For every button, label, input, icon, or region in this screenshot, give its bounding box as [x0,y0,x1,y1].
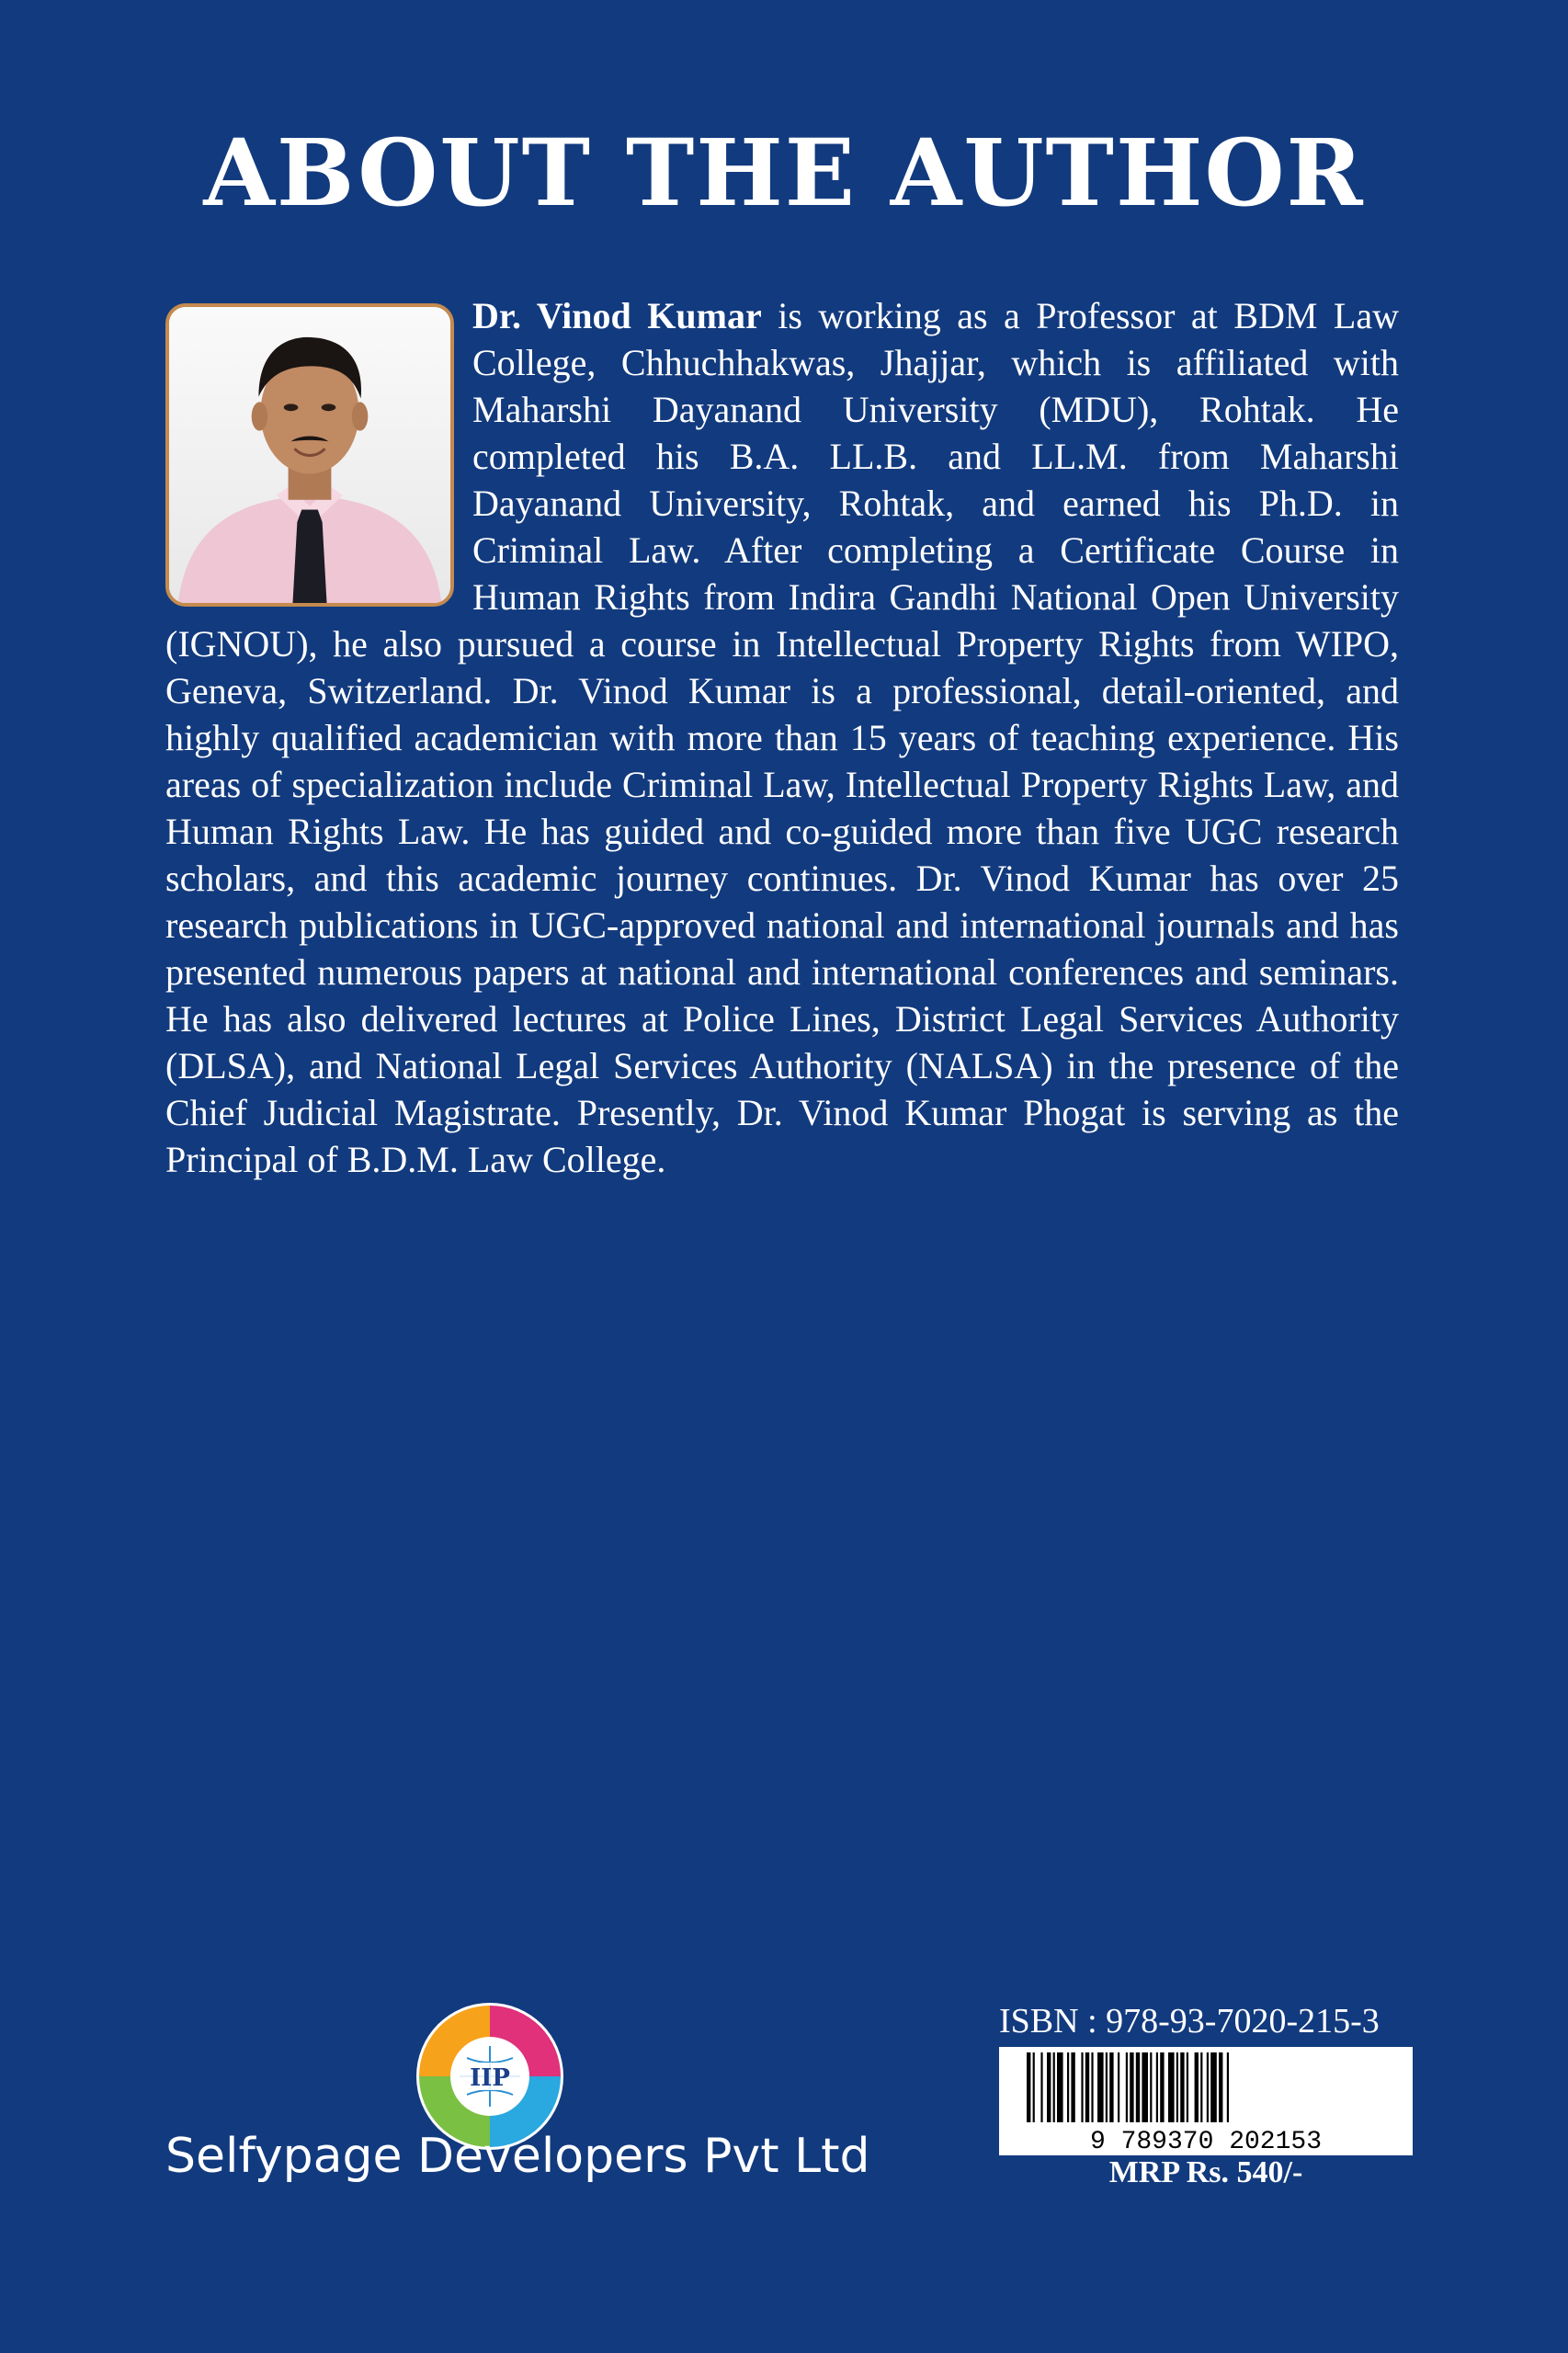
isbn-label: ISBN : 978-93-7020-215-3 [999,2002,1380,2040]
barcode-bar [1027,2052,1030,2122]
barcode-bar [1106,2052,1108,2122]
barcode-bar [1085,2052,1089,2122]
publisher-name: Selfypage Developers Pvt Ltd [165,2129,870,2184]
author-name: Dr. Vinod Kumar [472,295,762,336]
barcode-bar [1118,2052,1119,2122]
author-photo [165,303,454,607]
svg-text:IIP: IIP [470,2064,510,2092]
barcode-bar [1047,2052,1051,2122]
barcode-bar [1130,2052,1133,2122]
barcode-bar [1210,2052,1217,2122]
barcode-bar [1126,2052,1128,2122]
barcode-bar [1200,2052,1202,2122]
barcode-bar [1142,2052,1148,2122]
barcode-bar [1040,2052,1042,2122]
barcode-bar [1207,2052,1209,2122]
barcode-bar [1109,2052,1113,2122]
barcode-bar [1176,2052,1178,2122]
bio-text: is working as a Professor at BDM Law College, Chhuchhakwas, Jhajjar, which is affiliated with Maharshi Dayanand University (MDU), Rohtak. He completed his B.A. LL.B. and LL.M. from Maharshi Dayanand University, Rohtak, and earned his Ph.D. in Criminal Law. After completing a Certificate Course in Human Rights from Indira Gandhi National Open University (IGNOU), he also pursued a course in Intellectual Property Rights from WIPO, Geneva, Switzerland. Dr. Vinod Kumar is a professional, detail-oriented, and highly qualified academician with more than 15 years of teaching experience. His areas of specialization include Criminal Law, Intellectual Property Rights Law, and Human Rights Law. He has guided and co-guided more than five UGC research scholars, and this academic journey continues. Dr. Vinod Kumar has over 25 research publications in UGC-approved national and international journals and has presented numerous papers at national and international conferences and seminars. He has also delivered lectures at Police Lines, District Legal Services Authority (DLSA), and National Legal Services Authority (NALSA) in the presence of the Chief Judicial Magistrate. Presently, Dr. Vinod Kumar Phogat is serving as the Principal of B.D.M. Law College. [165,295,1399,1180]
barcode-bar [1156,2052,1158,2122]
barcode-bar [1053,2052,1055,2122]
barcode-bar [1091,2052,1093,2122]
barcode-bar [1057,2052,1063,2122]
barcode-bar [1168,2052,1175,2122]
barcode-bar [1180,2052,1184,2122]
barcode-bar [1219,2052,1222,2122]
barcode-bar [1195,2052,1199,2122]
page-title: ABOUT THE AUTHOR [203,119,1365,227]
barcode-bar [1136,2052,1140,2122]
barcode-bar [1033,2052,1035,2122]
barcode-bar [1150,2052,1152,2122]
barcode-bar [1160,2052,1164,2122]
author-bio [165,292,1399,1183]
mrp-label: MRP Rs. 540/- [1108,2155,1303,2189]
barcode-bar [1071,2052,1074,2122]
barcode-bar [1227,2052,1229,2122]
barcode [999,2047,1413,2155]
barcode-bar [1187,2052,1188,2122]
barcode-bar [1067,2052,1069,2122]
barcode-digits: 9 789370 202153 [1089,2128,1323,2155]
barcode-bar [1097,2052,1104,2122]
barcode-bar [1081,2052,1083,2122]
